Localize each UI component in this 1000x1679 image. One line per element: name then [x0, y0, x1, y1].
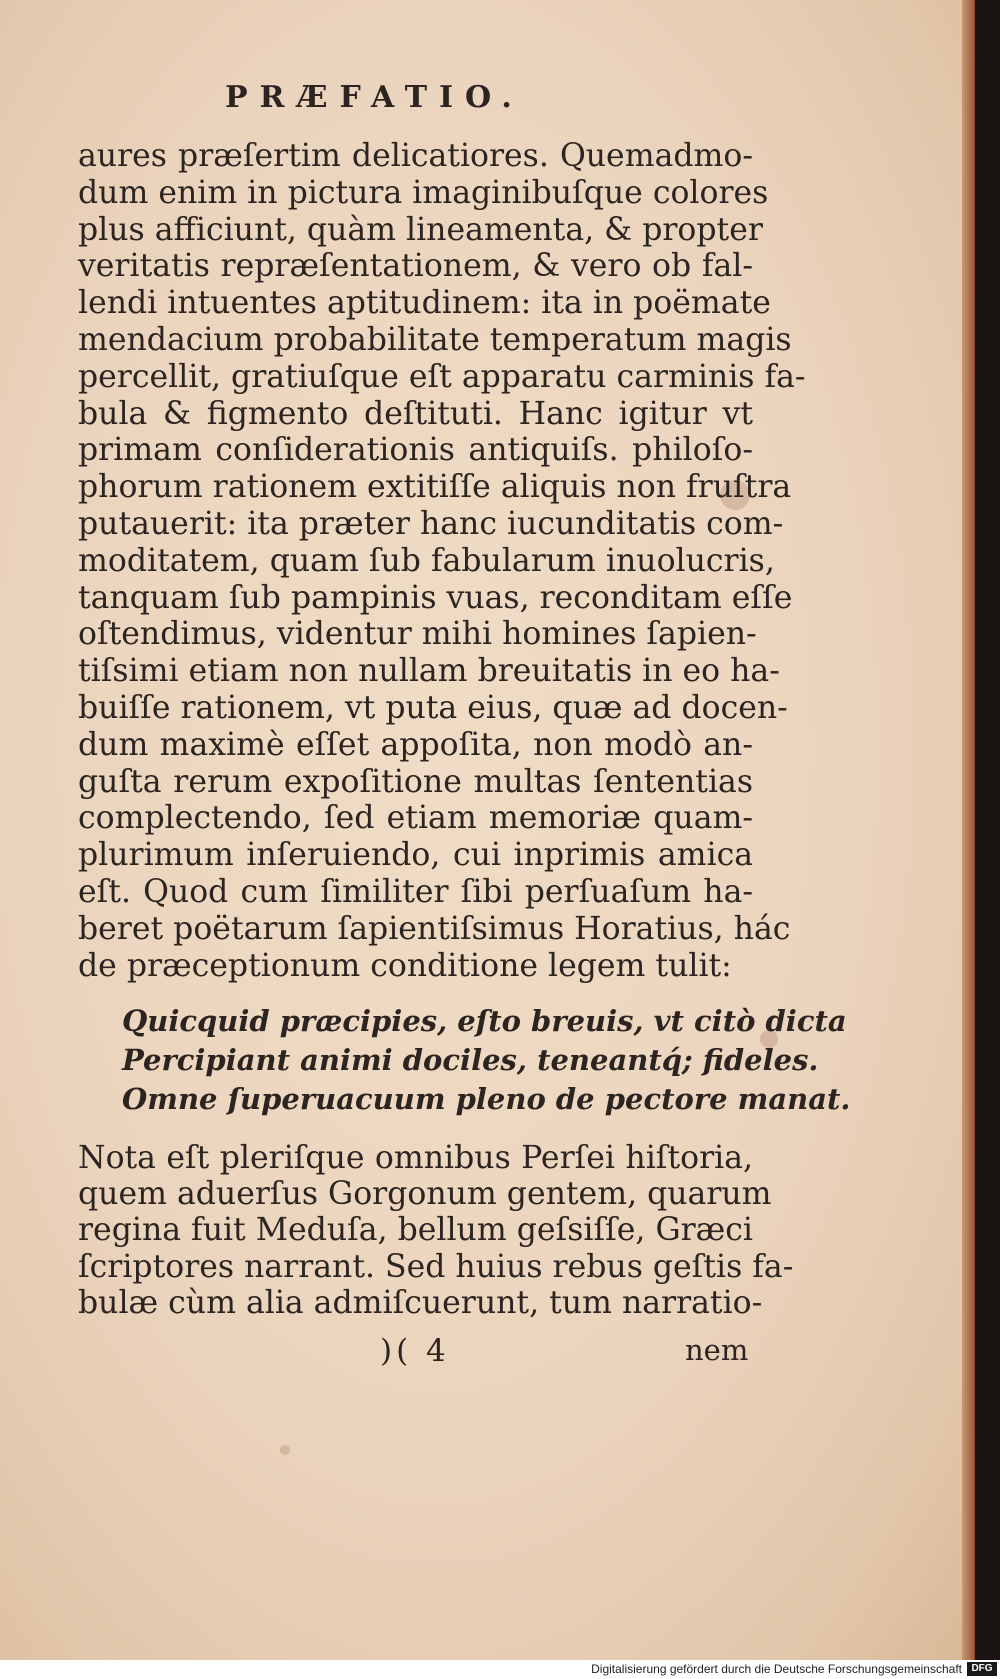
text-line: percellit, gratiuſque eſt apparatu carminis fa-: [78, 358, 806, 395]
text-line: bulæ cùm alia admiſcuerunt, tum narratio-: [78, 1284, 763, 1321]
text-line: tiſsimi etiam non nullam breuitatis in eo ha-: [78, 653, 780, 690]
text-line: ſcriptores narrant. Sed huius rebus geſtis fa-: [78, 1248, 794, 1285]
foxing-spot: [280, 1445, 290, 1455]
text-line: aures præſertim delicatiores. Quemadmo-: [78, 138, 753, 174]
text-line: regina fuit Meduſa, bellum geſsiſſe, Græci: [78, 1212, 753, 1249]
text-line: eſt. Quod cum ſimiliter ſibi perſuaſum ha-: [78, 873, 753, 910]
text-line: dum maximè eſſet appoſita, non modò an-: [78, 726, 753, 763]
text-line: lendi intuentes aptitudinem: ita in poëmate: [78, 285, 771, 322]
text-line: buiſſe rationem, vt puta eius, quæ ad docen-: [78, 689, 788, 726]
verse-quotation: [122, 1002, 851, 1119]
text-line: beret poëtarum ſapientiſsimus Horatius, hác: [78, 910, 791, 947]
text-line: de præceptionum conditione legem tulit:: [78, 947, 732, 984]
text-line: moditatem, quam ſub fabularum inuolucris,: [78, 542, 775, 579]
text-line: veritatis repræſentationem, & vero ob fal-: [78, 248, 753, 285]
digitization-credit: Digitalisierung gefördert durch die Deutsche Forschungsgemeinschaft: [591, 1662, 962, 1676]
text-line: oſtendimus, videntur mihi homines ſapien-: [78, 616, 757, 653]
page-edge: [962, 0, 974, 1660]
text-line: Nota eſt pleriſque omnibus Perſei hiſtoria,: [78, 1140, 753, 1176]
text-line: tanquam ſub pampinis vuas, reconditam eſſe: [78, 579, 793, 616]
text-line: Omne ſuperuacuum pleno de pectore manat.: [122, 1082, 851, 1116]
text-line: Quicquid præcipies, eſto breuis, vt citò dicta: [122, 1004, 847, 1038]
running-head: PRÆFATIO.: [225, 80, 524, 115]
text-line: dum enim in pictura imaginibuſque colores: [78, 174, 769, 211]
text-line: Percipiant animi dociles, teneantq́; fideles.: [122, 1043, 819, 1077]
text-line: putauerit: ita præter hanc iucunditatis com-: [78, 505, 784, 542]
catchword: nem: [685, 1333, 749, 1367]
text-line: quem aduerſus Gorgonum gentem, quarum: [78, 1176, 772, 1213]
paragraph-1: [78, 138, 806, 984]
dfg-logo: DFG: [967, 1662, 997, 1676]
text-line: bula & figmento deſtituti. Hanc igitur vt: [78, 395, 753, 432]
text-line: guſta rerum expoſitione multas ſententias: [78, 763, 753, 800]
signature-mark: )( 4: [380, 1333, 450, 1369]
text-line: mendacium probabilitate temperatum magis: [78, 321, 792, 358]
text-line: plus afficiunt, quàm lineamenta, & propter: [78, 211, 763, 248]
text-line: complectendo, ſed etiam memoriæ quam-: [78, 800, 753, 837]
text-line: phorum rationem extitiſſe aliquis non fruſtra: [78, 469, 792, 506]
text-line: plurimum inſeruiendo, cui inprimis amica: [78, 837, 753, 874]
paragraph-2: [78, 1140, 794, 1321]
text-line: primam conſiderationis antiquiſs. philoſo-: [78, 432, 753, 469]
